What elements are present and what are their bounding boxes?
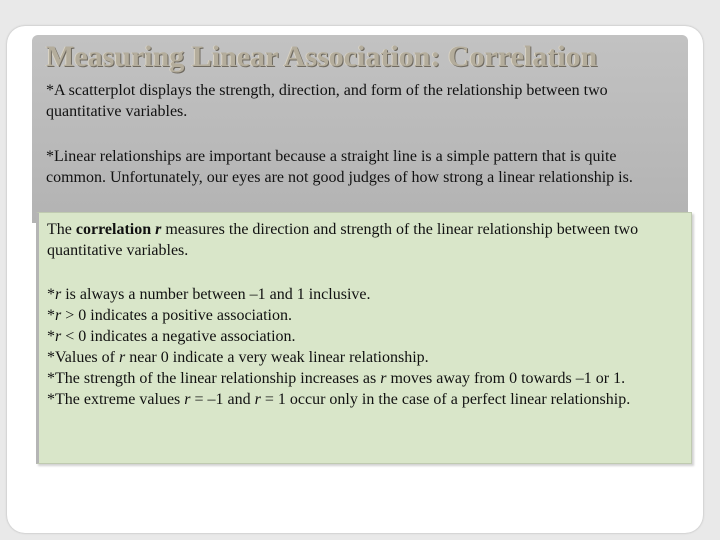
fact-item: *r > 0 indicates a positive association. <box>47 307 292 324</box>
fact-item: *The extreme values r = –1 and r = 1 occur only in the case of a perfect linear relationship. <box>47 391 631 408</box>
linear-relationships-paragraph: *Linear relationships are important because a straight line is a simple pattern that is quite common. Unfortunately, our eyes are not good judges of how strong a linear relationship is. <box>46 148 633 186</box>
slide-title: Measuring Linear Association: Correlation <box>46 40 598 73</box>
scatterplot-paragraph: *A scatterplot displays the strength, direction, and form of the relationship between two quantitative variables. <box>46 82 608 120</box>
correlation-facts-list <box>47 284 677 410</box>
fact-item: *Values of r near 0 indicate a very weak linear relationship. <box>47 349 429 366</box>
correlation-definition: The correlation r measures the direction and strength of the linear relationship between two quantitative variables. <box>47 221 639 259</box>
fact-item: *r < 0 indicates a negative association. <box>47 328 296 345</box>
fact-item: *r is always a number between –1 and 1 inclusive. <box>47 286 371 303</box>
fact-item: *The strength of the linear relationship increases as r moves away from 0 towards –1 or 1. <box>47 370 626 387</box>
